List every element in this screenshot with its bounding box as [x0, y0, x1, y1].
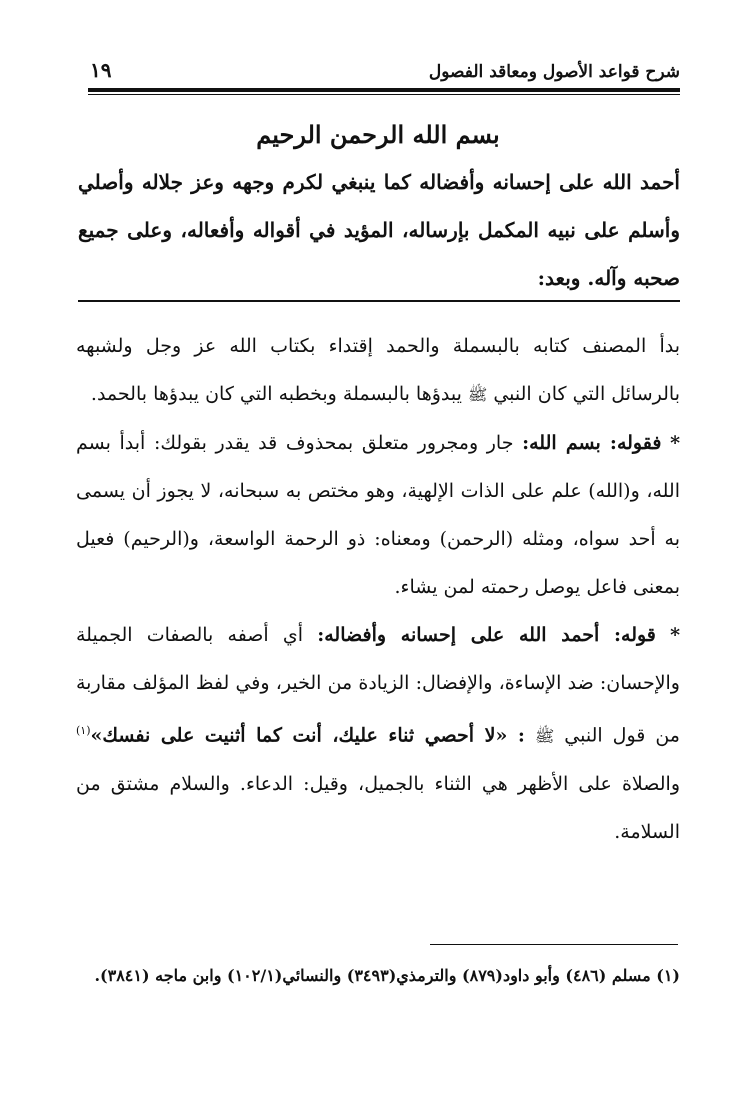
- star-marker: *: [670, 432, 680, 454]
- basmala-heading: بسم الله الرحمن الرحيم: [256, 120, 500, 149]
- commentary-paragraph-3: * قوله: أحمد الله على إحسانه وأفضاله: أي أصفه بالصفات الجميلة والإحسان: ضد الإساءة، والإفضال: الزيادة من الخير، وفي لفظ المؤلف مقاربة من قول النبي ﷺ : «لا أحصي ثناء عليك، أنت كما أثنيت على نفسك»$^{(١)}$ والصلاة على الأظهر هي الثناء بالجميل، وقيل: الدعاء. والسلام مشتق من السلامة.: [76, 624, 681, 844]
- paragraph-lead: فقوله: بسم الله:: [522, 432, 662, 454]
- footnote: (١) مسلم (٤٨٦) وأبو داود(٨٧٩) والترمذي(٣٤٩٣) والنسائي(١٠٢/١) وابن ماجه (٣٨٤١).: [94, 966, 680, 985]
- salawat-glyph: ﷺ: [534, 726, 555, 746]
- page-number: ١٩: [90, 58, 112, 82]
- running-title: شرح قواعد الأصول ومعاقد الفصول: [428, 62, 680, 82]
- commentary-paragraph-2: * فقوله: بسم الله: جار ومجرور متعلق بمحذوف قد يقدر بقولك: أبدأ بسم الله، و(الله) علم على الذات الإلهية، وهو مختص به سبحانه، لا يجوز أن يسمى به أحد سواه، ومثله (الرحمن) ومعناه: ذو الرحمة الواسعة، و(الرحيم) فعيل بمعنى فاعل يوصل رحمته لمن يشاء.: [76, 432, 680, 598]
- commentary-paragraph-1: بدأ المصنف كتابه بالبسملة والحمد إقتداء بكتاب الله عز وجل ولشبهه بالرسائل التي كان النبي ﷺ يبدؤها بالبسملة وبخطبه التي كان يبدؤها بالحمد.: [76, 335, 680, 405]
- footnote-reference[interactable]: (١): [76, 724, 91, 737]
- paragraph-lead: قوله: أحمد الله على إحسانه وأفضاله:: [317, 624, 656, 646]
- salawat-glyph: ﷺ: [467, 385, 488, 404]
- footnote-divider: [430, 944, 678, 945]
- header-rule: [88, 88, 680, 92]
- commentary: [76, 322, 680, 856]
- header-rule-thin: [88, 94, 680, 95]
- matn-divider: [78, 300, 680, 302]
- hadith-quote: : «لا أحصي ثناء عليك، أنت كما أثنيت على نفسك»: [90, 724, 525, 747]
- matn-text: أحمد الله على إحسانه وأفضاله كما ينبغي لكرم وجهه وعز جلاله وأصلي وأسلم على نبيه المكمل بإرساله، المؤيد في أقواله وأفعاله، وعلى جميع صحبه وآله. وبعد:: [78, 170, 680, 290]
- page-header: [90, 58, 680, 88]
- star-marker: *: [670, 624, 681, 646]
